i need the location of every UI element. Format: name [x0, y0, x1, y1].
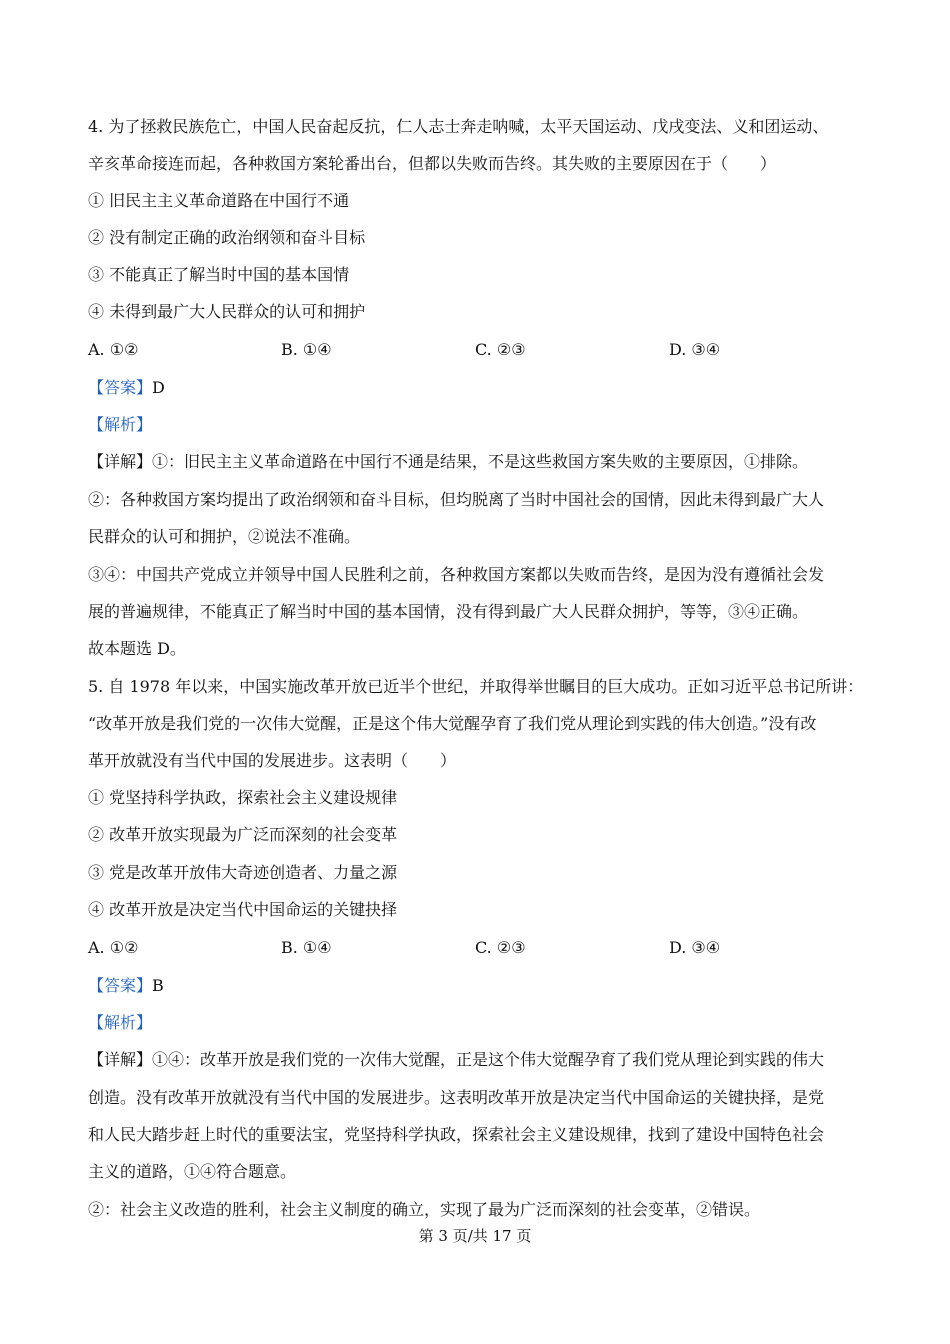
q5-detail-line-4: 主义的道路，①④符合题意。: [88, 1162, 297, 1181]
q4-detail-line-5: 展的普遍规律，不能真正了解当时中国的基本国情，没有得到最广大人民群众拥护，等等，③④正确。: [88, 602, 809, 621]
q4-stem-line-1: 4. 为了拯救民族危亡，中国人民奋起反抗，仁人志士奔走呐喊，太平天国运动、戊戌变法、义和团运动、: [88, 117, 829, 136]
q4-item-1: ① 旧民主主义革命道路在中国行不通: [88, 191, 350, 210]
q5-detail-tag: 【详解】: [88, 1050, 153, 1069]
q5-detail-line-2: 创造。没有改革开放就没有当代中国的发展进步。这表明改革开放是决定当代中国命运的关键抉择，是党: [88, 1088, 825, 1107]
q4-option-a: A. ①②: [88, 340, 139, 359]
q4-item-2: ② 没有制定正确的政治纲领和奋斗目标: [88, 228, 366, 247]
q5-detail-line-1: [88, 1049, 824, 1071]
q5-answer-tag: 【答案】: [88, 976, 153, 995]
q5-option-b: B. ①④: [281, 938, 332, 957]
q5-option-a: A. ①②: [88, 938, 139, 957]
q5-answer: [88, 975, 164, 997]
q5-item-4: ④ 改革开放是决定当代中国命运的关键抉择: [88, 900, 398, 919]
q5-detail-line-5: ②：社会主义改造的胜利，社会主义制度的确立，实现了最为广泛而深刻的社会变革，②错误。: [88, 1200, 761, 1219]
q4-detail-line-3: 民群众的认可和拥护，②说法不准确。: [88, 527, 361, 546]
q4-conclusion: 故本题选 D。: [88, 639, 186, 658]
q4-item-3: ③ 不能真正了解当时中国的基本国情: [88, 265, 350, 284]
q4-answer-tag: 【答案】: [88, 378, 153, 397]
q5-item-3: ③ 党是改革开放伟大奇迹创造者、力量之源: [88, 863, 398, 882]
q4-answer-value: D: [152, 378, 165, 397]
q5-detail-text-1: ①④：改革开放是我们党的一次伟大觉醒，正是这个伟大觉醒孕育了我们党从理论到实践的伟大: [152, 1050, 825, 1069]
q5-stem-line-2: “改革开放是我们党的一次伟大觉醒，正是这个伟大觉醒孕育了我们党从理论到实践的伟大创造。”没有改: [88, 714, 817, 733]
q5-stem-line-3: 革开放就没有当代中国的发展进步。这表明（ ）: [88, 751, 457, 770]
page-number-footer: 第 3 页/共 17 页: [418, 1227, 532, 1245]
q4-detail-line-1: [88, 451, 808, 473]
q4-detail-line-4: ③④：中国共产党成立并领导中国人民胜利之前，各种救国方案都以失败而告终，是因为没有遵循社会发: [88, 565, 825, 584]
q4-detail-text-1: ①：旧民主主义革命道路在中国行不通是结果，不是这些救国方案失败的主要原因，①排除。: [152, 452, 809, 471]
q4-detail-tag: 【详解】: [88, 452, 153, 471]
q4-item-4: ④ 未得到最广大人民群众的认可和拥护: [88, 302, 366, 321]
q4-analysis-tag: 【解析】: [88, 415, 153, 434]
q4-stem-line-2: 辛亥革命接连而起，各种救国方案轮番出台，但都以失败而告终。其失败的主要原因在于（ ）: [88, 154, 777, 173]
q5-item-2: ② 改革开放实现最为广泛而深刻的社会变革: [88, 825, 398, 844]
q5-item-1: ① 党坚持科学执政，探索社会主义建设规律: [88, 788, 398, 807]
q5-detail-line-3: 和人民大踏步赶上时代的重要法宝，党坚持科学执政，探索社会主义建设规律，找到了建设中国特色社会: [88, 1125, 825, 1144]
q5-answer-value: B: [152, 976, 164, 995]
q4-detail-line-2: ②：各种救国方案均提出了政治纲领和奋斗目标，但均脱离了当时中国社会的国情，因此未得到最广大人: [88, 490, 825, 509]
q5-stem-line-1: 5. 自 1978 年以来，中国实施改革开放已近半个世纪，并取得举世瞩目的巨大成功。正如习近平总书记所讲：: [88, 677, 864, 696]
q4-answer: [88, 377, 165, 399]
q5-option-d: D. ③④: [669, 938, 721, 957]
q4-option-b: B. ①④: [281, 340, 332, 359]
q4-option-c: C. ②③: [475, 340, 526, 359]
q5-option-c: C. ②③: [475, 938, 526, 957]
q5-analysis-tag: 【解析】: [88, 1013, 153, 1032]
q4-option-d: D. ③④: [669, 340, 721, 359]
